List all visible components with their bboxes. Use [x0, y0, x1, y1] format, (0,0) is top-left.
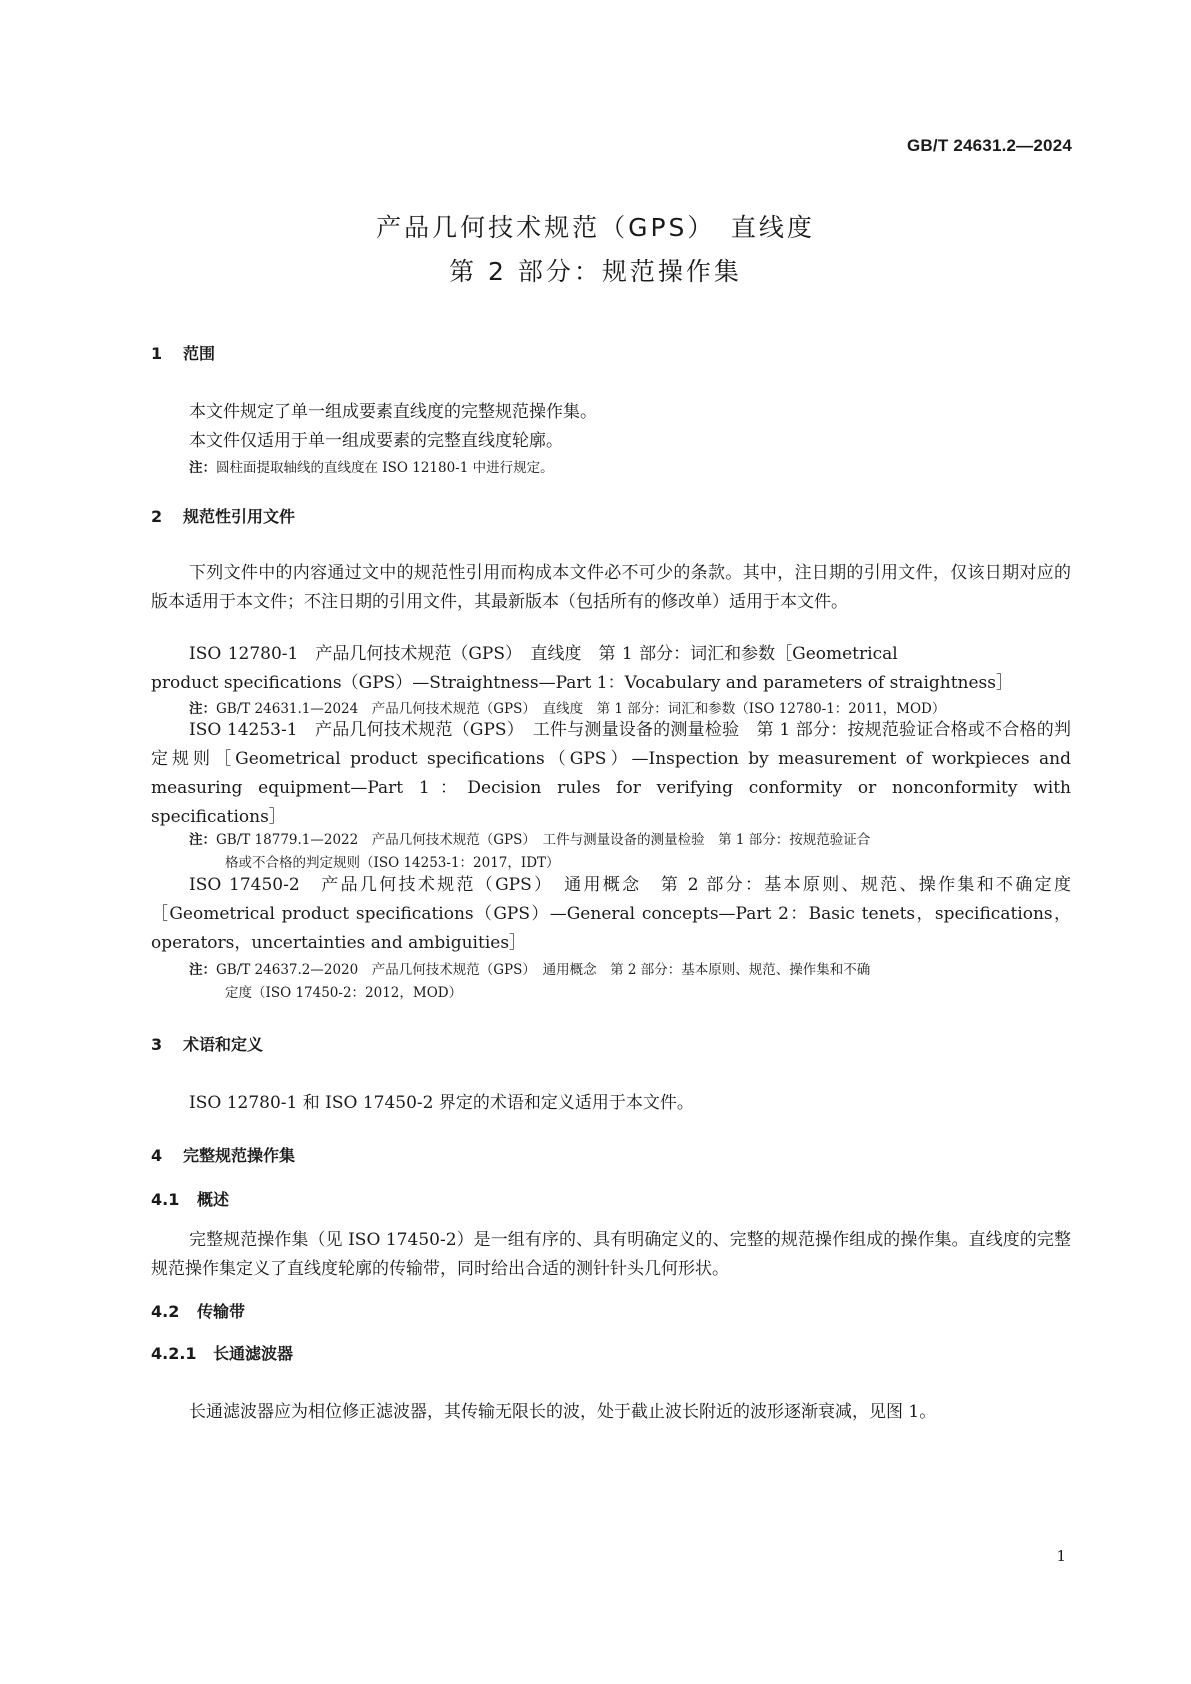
section-number: 4.1 [151, 1190, 180, 1209]
note-label: 注： [189, 701, 216, 717]
scope-note [189, 456, 554, 476]
note-label: 注： [189, 832, 216, 848]
reference-iso-14253-1: ISO 14253-1 产品几何技术规范（GPS） 工件与测量设备的测量检验 第 1 部分：按规范验证合格或不合格的判定规则［Geometrical product specifications（GPS）—Inspection by measurement of workpieces and measuring equipment—Part 1：Decision rules for verifying conformity or nonconformity with specifications］ [151, 720, 1071, 827]
note-text: GB/T 24637.2—2020 产品几何技术规范（GPS） 通用概念 第 2 部分：基本原则、规范、操作集和不确 [216, 962, 871, 978]
reference-iso-14253-1-note-cont: 格或不合格的判定规则（ISO 14253-1：2017，IDT） [225, 855, 560, 871]
reference-iso-14253-1-note [189, 828, 870, 848]
section-title: 术语和定义 [183, 1035, 264, 1054]
section-2-heading [151, 504, 295, 527]
section-number: 4.2.1 [151, 1344, 197, 1363]
reference-iso-17450-2-note-cont: 定度（ISO 17450-2：2012，MOD） [225, 985, 463, 1001]
normative-references-intro: 下列文件中的内容通过文中的规范性引用而构成本文件必不可少的条款。其中，注日期的引用文件，仅该日期对应的版本适用于本文件；不注日期的引用文件，其最新版本（包括所有的修改单）适用于本文件。 [151, 563, 1071, 612]
section-4-2-heading [151, 1299, 245, 1322]
section-1-heading [151, 341, 215, 364]
note-text: 圆柱面提取轴线的直线度在 ISO 12180-1 中进行规定。 [216, 460, 554, 476]
terms-paragraph: ISO 12780-1 和 ISO 17450-2 界定的术语和定义适用于本文件。 [189, 1093, 694, 1113]
section-title: 传输带 [197, 1302, 246, 1321]
reference-iso-12780-1-line1: ISO 12780-1 产品几何技术规范（GPS） 直线度 第 1 部分：词汇和参数［Geometrical [189, 644, 898, 664]
overview-paragraph: 完整规范操作集（见 ISO 17450-2）是一组有序的、具有明确定义的、完整的规范操作组成的操作集。直线度的完整规范操作集定义了直线度轮廓的传输带，同时给出合适的测针针头几何形状。 [151, 1230, 1071, 1279]
section-3-heading [151, 1032, 263, 1055]
reference-iso-17450-2: ISO 17450-2 产品几何技术规范（GPS） 通用概念 第 2 部分：基本原则、规范、操作集和不确定度［Geometrical product specifications（GPS）—General concepts—Part 2：Basic tenets，specifications，operators，uncertainties and ambiguities］ [151, 875, 1071, 953]
note-text: GB/T 24631.1—2024 产品几何技术规范（GPS） 直线度 第 1 部分：词汇和参数（ISO 12780-1：2011，MOD） [216, 701, 946, 717]
document-title-line2: 第 2 部分：规范操作集 [449, 257, 742, 286]
section-title: 规范性引用文件 [183, 507, 296, 526]
document-title-line1: 产品几何技术规范（GPS） 直线度 [376, 213, 815, 242]
section-4-heading [151, 1143, 295, 1166]
section-number: 3 [151, 1035, 163, 1054]
section-number: 2 [151, 507, 163, 526]
note-label: 注： [189, 460, 216, 476]
note-text: GB/T 18779.1—2022 产品几何技术规范（GPS） 工件与测量设备的测量检验 第 1 部分：按规范验证合 [216, 832, 871, 848]
scope-paragraph-2: 本文件仅适用于单一组成要素的完整直线度轮廓。 [189, 431, 563, 451]
high-pass-filter-paragraph: 长通滤波器应为相位修正滤波器，其传输无限长的波，处于截止波长附近的波形逐渐衰减，见图 1。 [189, 1402, 937, 1422]
section-number: 1 [151, 344, 163, 363]
page-number: 1 [1056, 1547, 1066, 1565]
section-title: 长通滤波器 [213, 1344, 294, 1363]
reference-iso-12780-1-line2: product specifications（GPS）—Straightness—Part 1：Vocabulary and parameters of straightness］ [151, 673, 1014, 693]
section-number: 4.2 [151, 1302, 180, 1321]
reference-iso-12780-1-note [189, 697, 945, 717]
section-title: 范围 [183, 344, 216, 363]
scope-paragraph-1: 本文件规定了单一组成要素直线度的完整规范操作集。 [189, 402, 597, 422]
section-4-1-heading [151, 1187, 229, 1210]
reference-iso-17450-2-note [189, 958, 870, 978]
note-label: 注： [189, 962, 216, 978]
standard-number: GB/T 24631.2—2024 [907, 136, 1072, 155]
section-number: 4 [151, 1146, 163, 1165]
section-4-2-1-heading [151, 1341, 293, 1364]
section-title: 完整规范操作集 [183, 1146, 296, 1165]
section-title: 概述 [197, 1190, 230, 1209]
